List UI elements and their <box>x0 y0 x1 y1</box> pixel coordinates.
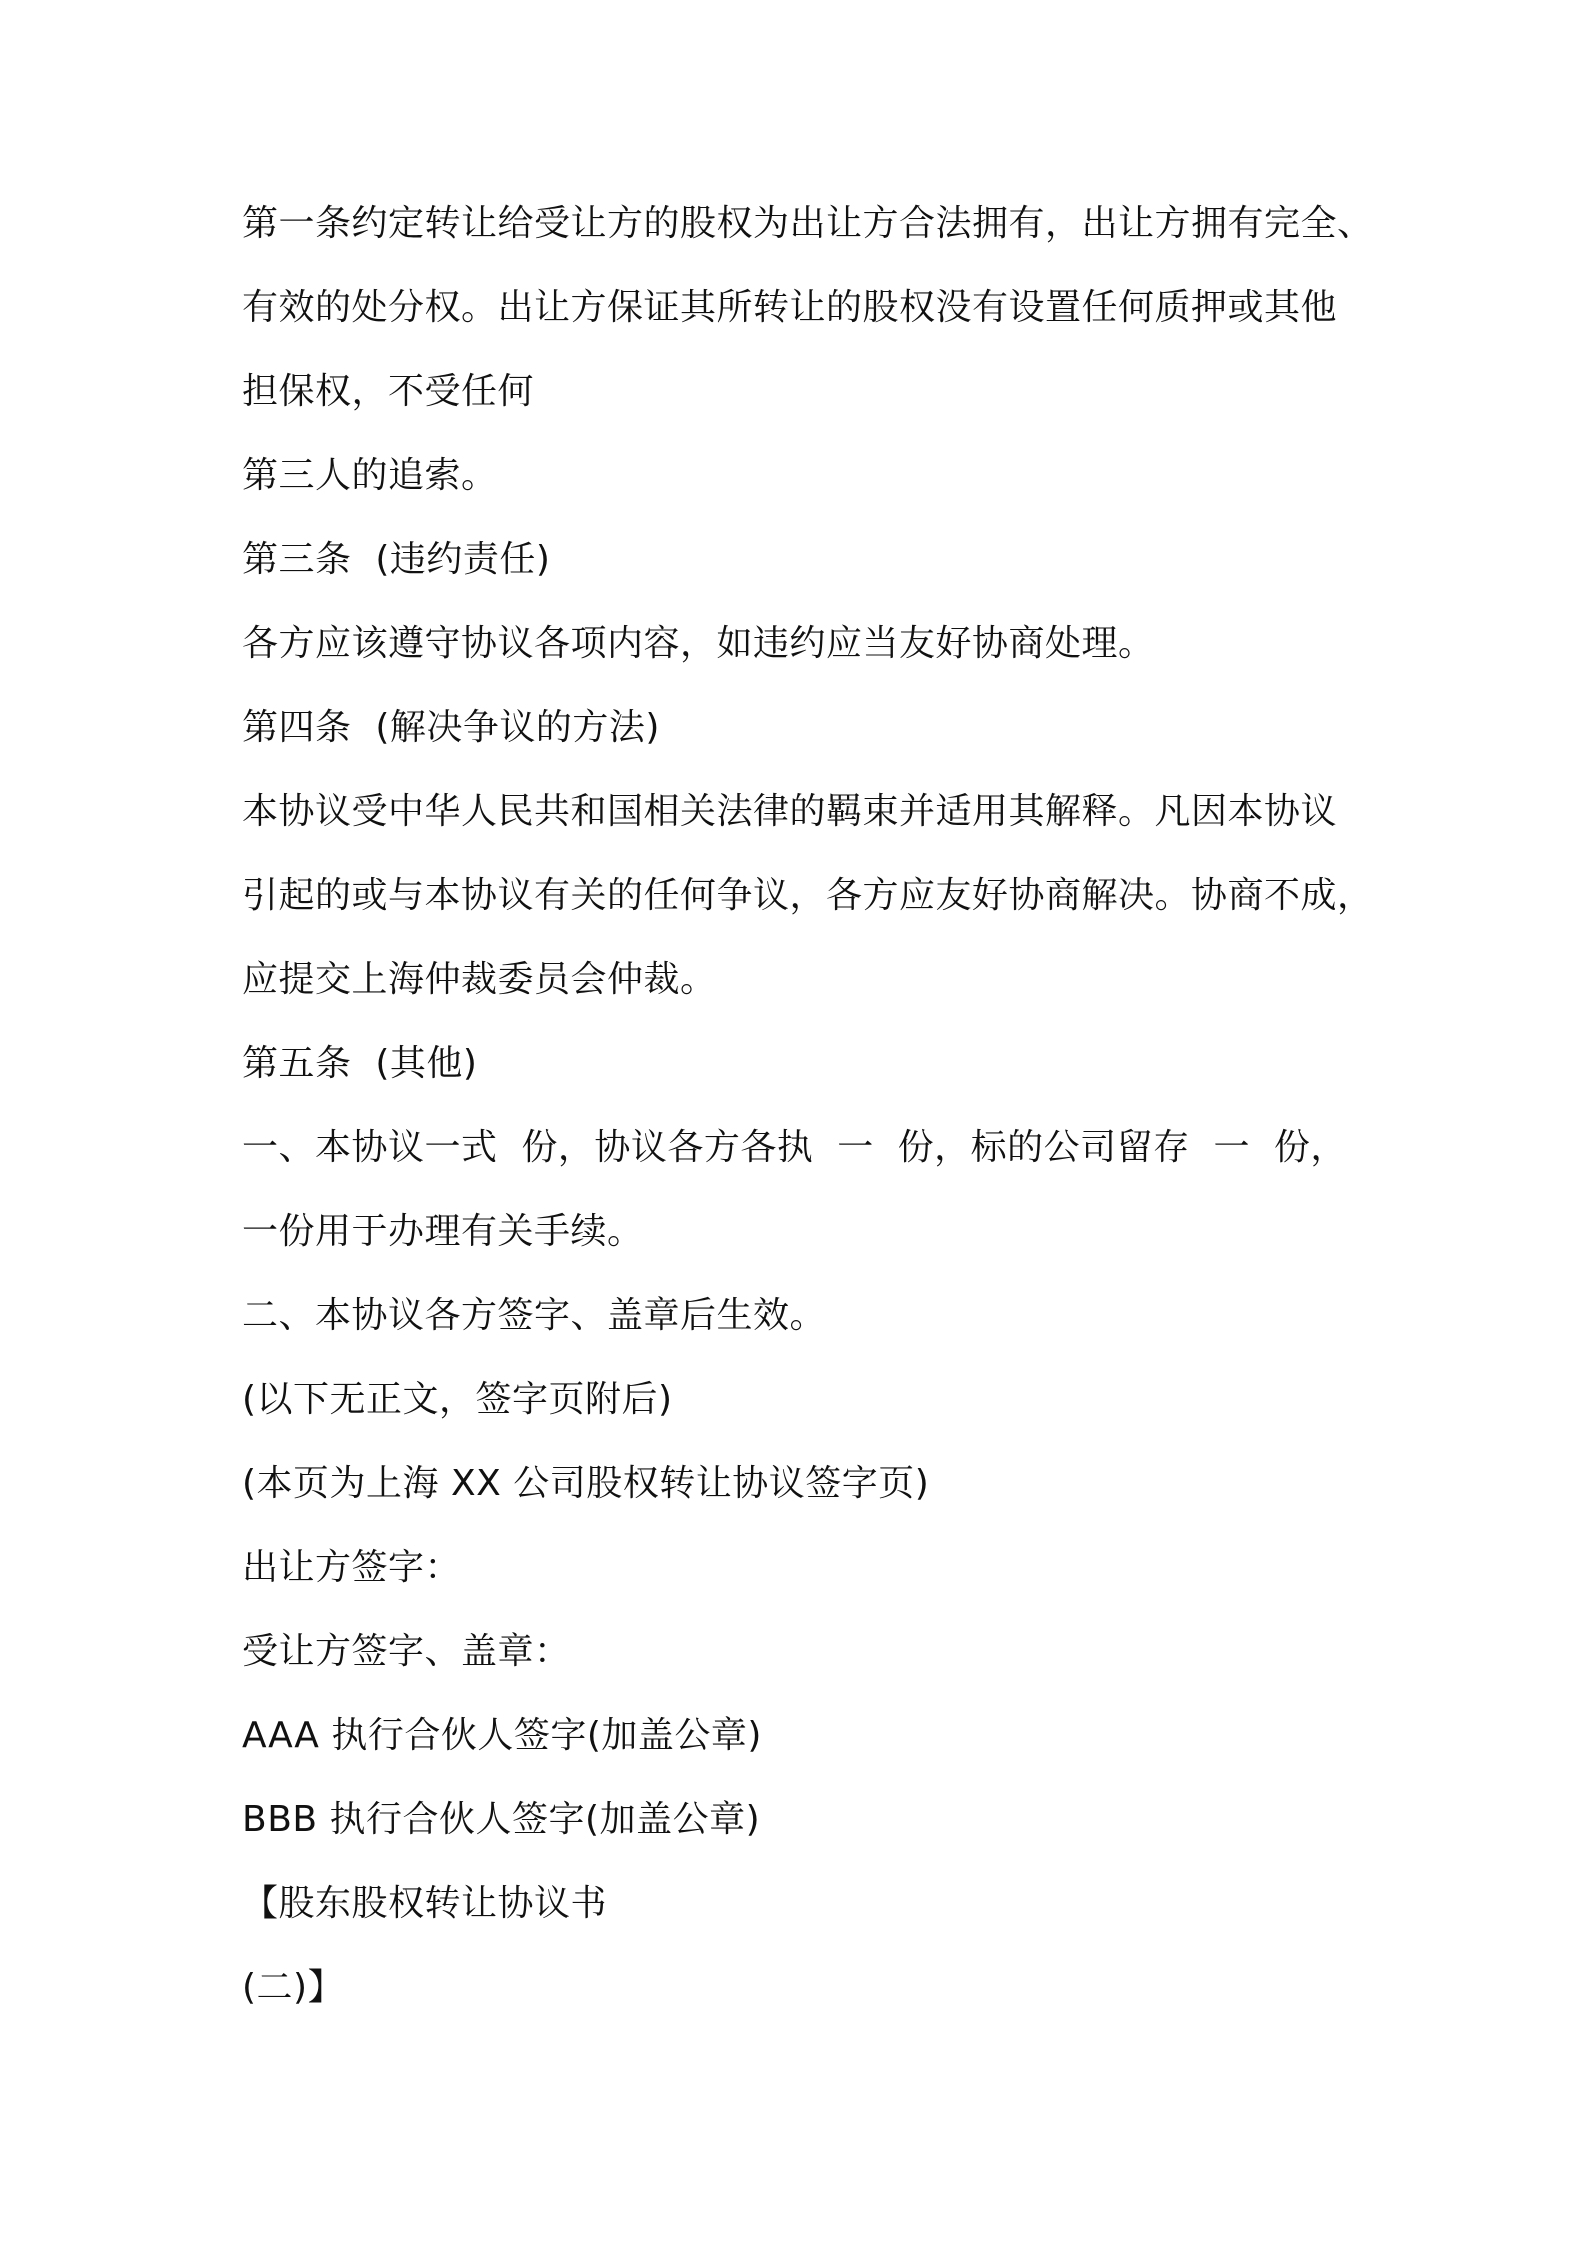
transferee-signature-label: 受让方签字、盖章： <box>242 1631 571 1672</box>
next-document-title-line-2: (二)】 <box>242 1967 345 2008</box>
clause-2-paragraph-line-1: 第一条约定转让给受让方的股权为出让方合法拥有，出让方拥有完全、 <box>242 203 1374 244</box>
clause-2-paragraph-line-4: 第三人的追索。 <box>242 455 498 496</box>
clause-4-paragraph-line-1: 本协议受中华人民共和国相关法律的羁束并适用其解释。凡因本协议 <box>242 791 1338 832</box>
clause-4-paragraph-line-3: 应提交上海仲裁委员会仲裁。 <box>242 959 717 1000</box>
clause-5-item-1-line-1: 一、本协议一式 份，协议各方各执 一 份，标的公司留存 一 份， <box>242 1127 1347 1168</box>
bbb-signature-label: BBB 执行合伙人签字(加盖公章) <box>242 1799 761 1840</box>
clause-4-paragraph-line-2: 引起的或与本协议有关的任何争议，各方应友好协商解决。协商不成， <box>242 875 1374 916</box>
clause-3-paragraph: 各方应该遵守协议各项内容，如违约应当友好协商处理。 <box>242 623 1155 664</box>
clause-2-paragraph-line-3: 担保权，不受任何 <box>242 371 535 412</box>
clause-5-item-2: 二、本协议各方签字、盖章后生效。 <box>242 1295 827 1336</box>
aaa-signature-label: AAA 执行合伙人签字(加盖公章) <box>242 1715 762 1756</box>
clause-5-item-1-line-2: 一份用于办理有关手续。 <box>242 1211 644 1252</box>
clause-3-heading: 第三条 (违约责任) <box>242 539 551 580</box>
transferor-signature-label: 出让方签字： <box>242 1547 462 1588</box>
no-further-text-note: (以下无正文，签字页附后) <box>242 1379 673 1420</box>
signature-page-note: (本页为上海 XX 公司股权转让协议签字页) <box>242 1463 930 1504</box>
clause-4-heading: 第四条 (解决争议的方法) <box>242 707 660 748</box>
clause-2-paragraph-line-2: 有效的处分权。出让方保证其所转让的股权没有设置任何质押或其他 <box>242 287 1338 328</box>
next-document-title-line-1: 【股东股权转让协议书 <box>242 1883 608 1924</box>
clause-5-heading: 第五条 (其他) <box>242 1043 478 1084</box>
